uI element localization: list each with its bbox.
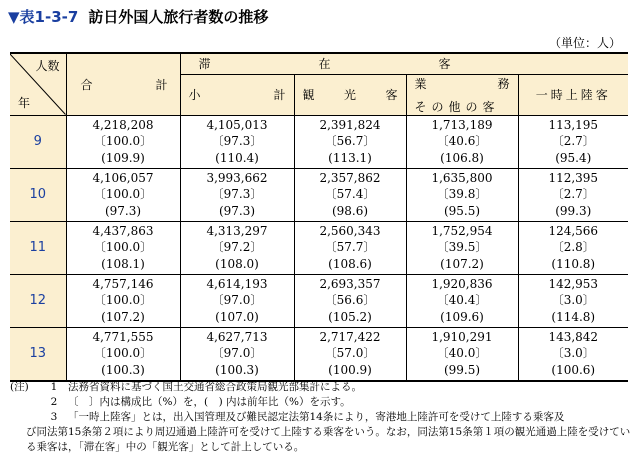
count-value: 2,391,824	[319, 117, 381, 132]
cell-business	[406, 221, 518, 274]
note-1: (注) 1 法務省資料に基づく国土交通省総合政策局観光部集計による。	[10, 381, 362, 393]
count-value: 1,920,836	[431, 276, 493, 291]
cell-transit	[518, 274, 628, 327]
yoy-value: (108.0)	[215, 257, 259, 271]
yoy-value: (106.8)	[440, 150, 484, 165]
yoy-value: (100.3)	[215, 363, 259, 378]
header-total: 合 計	[66, 53, 180, 115]
count-value: 143,842	[548, 329, 599, 344]
yoy-value: (100.9)	[328, 363, 372, 378]
count-value: 4,757,146	[92, 276, 154, 291]
yoy-value: (98.6)	[331, 203, 369, 218]
cell-total	[66, 274, 180, 327]
yoy-value: (108.1)	[101, 257, 145, 271]
cell-business	[406, 115, 518, 168]
header-business-line2: その他の客	[414, 99, 500, 114]
cell-business	[406, 327, 518, 381]
count-value: 2,560,343	[319, 223, 381, 238]
count-value: 2,693,357	[319, 276, 381, 291]
yoy-value: (113.1)	[328, 150, 372, 165]
table-row	[10, 168, 628, 221]
count-value: 4,313,297	[206, 223, 268, 238]
notes	[10, 380, 635, 455]
share-value: 〔97.3〕	[211, 187, 263, 202]
count-value: 4,106,057	[92, 170, 154, 185]
cell-subtotal	[180, 115, 294, 168]
count-value: 4,627,713	[206, 329, 268, 344]
header-subtotal: 小 計	[180, 74, 294, 115]
table-row	[10, 327, 628, 381]
count-value: 1,752,954	[431, 223, 493, 238]
corner-top-label: 人数	[35, 59, 60, 73]
header-transit: 一時上陸客	[518, 74, 628, 115]
share-value: 〔56.7〕	[324, 134, 376, 149]
share-value: 〔57.0〕	[324, 346, 376, 361]
count-value: 1,713,189	[431, 117, 493, 132]
yoy-value: (108.6)	[328, 257, 372, 271]
yoy-value: (105.2)	[328, 310, 372, 325]
share-value: 〔100.0〕	[93, 293, 153, 308]
share-value: 〔2.7〕	[551, 187, 595, 202]
yoy-value: (99.5)	[443, 363, 481, 378]
share-value: 〔57.4〕	[324, 187, 376, 202]
table-body	[10, 115, 628, 381]
share-value: 〔3.0〕	[551, 293, 595, 308]
note-2: 2 〔 〕内は構成比（%）を，( ) 内は前年比（%）を示す。	[50, 396, 351, 408]
cell-tourist	[294, 327, 406, 381]
share-value: 〔3.0〕	[551, 346, 595, 361]
note-3-continuation: び同法第15条第２項により周辺通過上陸許可を受けて上陸する乗客をいう。なお，同法第15条第１項の観光通過上陸を受けている乗客は，「滞在客」中の「観光客」として計上している。	[26, 426, 631, 453]
yoy-value: (107.2)	[440, 257, 484, 271]
share-value: 〔39.8〕	[436, 187, 488, 202]
count-value: 142,953	[548, 276, 599, 291]
count-value: 2,357,862	[319, 170, 381, 185]
share-value: 〔56.6〕	[324, 293, 376, 308]
share-value: 〔100.0〕	[93, 187, 153, 202]
share-value: 〔40.0〕	[436, 346, 488, 361]
cell-total	[66, 168, 180, 221]
share-value: 〔100.0〕	[93, 134, 153, 149]
share-value: 〔40.6〕	[436, 134, 488, 149]
count-value: 124,566	[548, 223, 599, 238]
yoy-value: (95.4)	[555, 150, 592, 165]
unit-label: （単位：人）	[548, 36, 621, 50]
corner-bottom-label: 年	[18, 95, 31, 110]
header-business: 業 務 その他の客	[406, 74, 518, 115]
share-value: 〔97.2〕	[211, 240, 263, 255]
yoy-value: (95.5)	[443, 203, 481, 218]
corner-cell	[10, 53, 66, 115]
table-title-text: 訪日外国人旅行者数の推移	[88, 8, 269, 26]
table-row	[10, 115, 628, 168]
count-value: 4,218,208	[92, 117, 154, 132]
cell-transit	[518, 115, 628, 168]
cell-transit	[518, 221, 628, 274]
year-cell: 11	[10, 221, 66, 274]
cell-total	[66, 327, 180, 381]
header-row-1	[10, 53, 628, 74]
cell-subtotal	[180, 274, 294, 327]
share-value: 〔100.0〕	[93, 240, 153, 255]
table-row	[10, 274, 628, 327]
yoy-value: (110.4)	[215, 150, 259, 165]
share-value: 〔97.0〕	[211, 346, 263, 361]
share-value: 〔2.7〕	[551, 134, 595, 149]
share-value: 〔57.7〕	[324, 240, 376, 255]
header-stay-group: 滞 在 客	[180, 53, 628, 74]
count-value: 1,635,800	[431, 170, 493, 185]
yoy-value: (100.3)	[101, 363, 145, 378]
cell-tourist	[294, 274, 406, 327]
yoy-value: (107.0)	[215, 310, 259, 325]
yoy-value: (114.8)	[551, 310, 596, 325]
yoy-value: (99.3)	[555, 203, 592, 218]
table-title	[8, 6, 268, 27]
year-cell: 12	[10, 274, 66, 327]
yoy-value: (110.8)	[551, 257, 596, 271]
cell-transit	[518, 168, 628, 221]
count-value: 3,993,662	[206, 170, 268, 185]
yoy-value: (109.9)	[101, 150, 145, 165]
cell-total	[66, 221, 180, 274]
share-value: 〔2.8〕	[551, 240, 595, 255]
year-cell: 13	[10, 327, 66, 381]
note-3: 3 「一時上陸客」とは，出入国管理及び難民認定法第14条により，寄港地上陸許可を受けて上陸する乗客及	[50, 411, 565, 423]
year-cell: 9	[10, 115, 66, 168]
count-value: 113,195	[548, 117, 599, 132]
count-value: 4,771,555	[92, 329, 154, 344]
share-value: 〔97.0〕	[211, 293, 263, 308]
count-value: 1,910,291	[431, 329, 493, 344]
share-value: 〔97.3〕	[211, 134, 263, 149]
yoy-value: (109.6)	[440, 310, 484, 325]
count-value: 4,437,863	[92, 223, 154, 238]
table-number: ▼表1-3-7	[8, 8, 79, 26]
share-value: 〔40.4〕	[436, 293, 488, 308]
cell-tourist	[294, 115, 406, 168]
cell-business	[406, 274, 518, 327]
table-row	[10, 221, 628, 274]
count-value: 2,717,422	[319, 329, 381, 344]
year-cell: 10	[10, 168, 66, 221]
count-value: 112,395	[548, 170, 599, 185]
yoy-value: (97.3)	[218, 203, 256, 218]
cell-tourist	[294, 168, 406, 221]
yoy-value: (97.3)	[104, 203, 142, 218]
cell-business	[406, 168, 518, 221]
cell-subtotal	[180, 168, 294, 221]
cell-subtotal	[180, 221, 294, 274]
cell-tourist	[294, 221, 406, 274]
yoy-value: (100.6)	[551, 363, 596, 378]
visitor-table	[10, 52, 628, 382]
count-value: 4,105,013	[206, 117, 268, 132]
count-value: 4,614,193	[206, 276, 268, 291]
header-tourist: 観 光 客	[294, 74, 406, 115]
share-value: 〔39.5〕	[436, 240, 488, 255]
cell-total	[66, 115, 180, 168]
share-value: 〔100.0〕	[93, 346, 153, 361]
yoy-value: (107.2)	[101, 310, 145, 325]
cell-transit	[518, 327, 628, 381]
cell-subtotal	[180, 327, 294, 381]
